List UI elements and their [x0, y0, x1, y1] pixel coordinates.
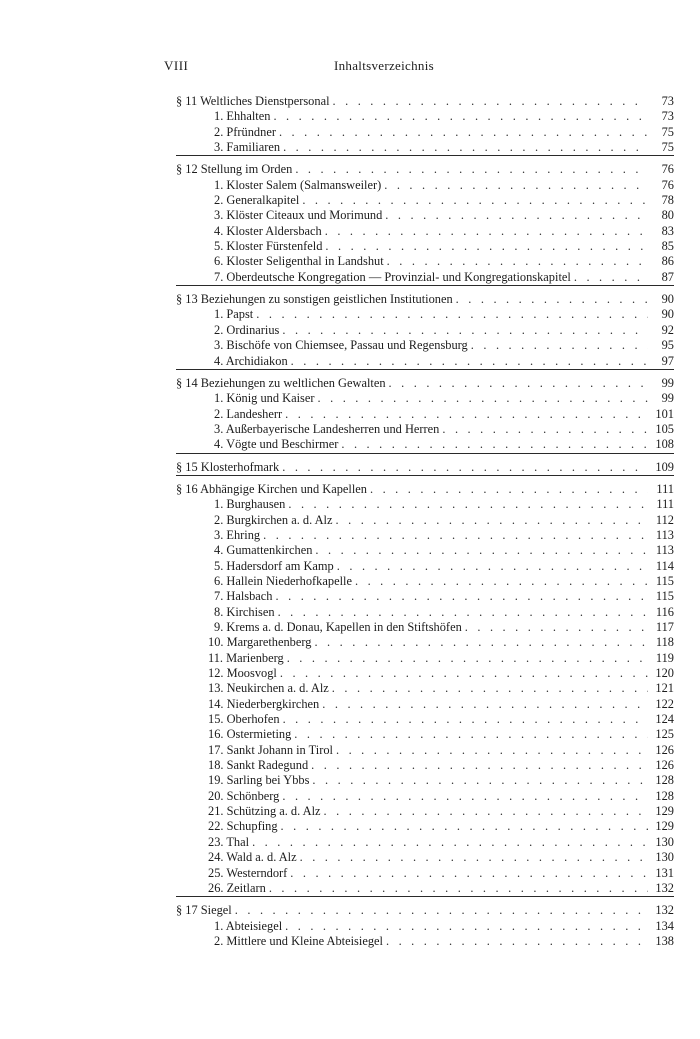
dot-leader: [322, 697, 648, 712]
entry-page-number: 121: [655, 681, 674, 696]
dot-leader: [290, 866, 648, 881]
toc-entry: [176, 727, 674, 742]
entry-page-number: 129: [655, 804, 674, 819]
toc-entry: [176, 574, 674, 589]
entry-title: 6. Kloster Seligenthal in Landshut: [214, 254, 384, 269]
entry-title: 3. Ehring: [214, 527, 261, 542]
toc-section-heading: [176, 460, 674, 475]
toc-entry: [176, 178, 674, 193]
entry-title: 8. Kirchisen: [214, 604, 275, 619]
toc-entry: [176, 559, 674, 574]
entry-page-number: 105: [655, 421, 674, 436]
page-number: VIII: [164, 58, 189, 73]
toc-entry: [176, 758, 674, 773]
entry-title: 1. Burghausen: [214, 497, 286, 512]
toc-section: [176, 155, 674, 285]
toc-entry: [176, 681, 674, 696]
entry-page-number: 75: [661, 124, 674, 139]
toc-section-heading: [176, 292, 674, 307]
entry-page-number: 132: [655, 880, 674, 895]
dot-leader: [315, 543, 648, 558]
toc-entry: [176, 589, 674, 604]
entry-title: § 11 Weltliches Dienstpersonal: [176, 94, 330, 108]
dot-leader: [283, 712, 648, 727]
entry-title: 5. Hadersdorf am Kamp: [214, 558, 334, 573]
dot-leader: [385, 208, 648, 223]
dot-leader: [287, 651, 648, 666]
entry-title: § 12 Stellung im Orden: [176, 162, 293, 177]
entry-page-number: 99: [661, 391, 674, 406]
dot-leader: [300, 850, 648, 865]
dot-leader: [324, 804, 648, 819]
entry-page-number: 115: [655, 573, 674, 588]
page-header: [0, 58, 700, 74]
toc-entry: [176, 934, 674, 949]
entry-title: 1. Kloster Salem (Salmansweiler): [214, 177, 382, 192]
entry-page-number: 138: [655, 933, 674, 948]
entry-page-number: 76: [661, 177, 674, 192]
entry-page-number: 128: [655, 788, 674, 803]
entry-page-number: 128: [655, 773, 674, 788]
toc-section-heading: [176, 94, 674, 109]
entry-title: 13. Neukirchen a. d. Alz: [208, 681, 329, 696]
toc-entry: [176, 140, 674, 155]
toc-entry: [176, 254, 674, 269]
entry-title: 6. Hallein Niederhofkapelle: [214, 573, 352, 588]
entry-title: § 15 Klosterhofmark: [176, 459, 280, 474]
entry-page-number: 124: [655, 712, 674, 727]
entry-page-number: 76: [661, 162, 674, 177]
dot-leader: [302, 193, 648, 208]
dot-leader: [387, 254, 648, 269]
entry-title: 2. Generalkapitel: [214, 193, 300, 208]
dot-leader: [276, 589, 649, 604]
toc-entry: [176, 651, 674, 666]
entry-title: 9. Krems a. d. Donau, Kapellen in den Stiftshöfen: [214, 620, 462, 634]
dot-leader: [256, 307, 648, 322]
entry-title: 16. Ostermieting: [208, 727, 292, 742]
entry-page-number: 97: [661, 353, 674, 368]
toc-section: [176, 453, 674, 475]
dot-leader: [312, 773, 648, 788]
dot-leader: [282, 460, 648, 475]
entry-page-number: 73: [661, 94, 674, 108]
entry-title: 2. Pfründner: [214, 124, 276, 139]
toc-entry: [176, 866, 674, 881]
toc-entry: [176, 323, 674, 338]
entry-page-number: 108: [655, 437, 674, 452]
entry-page-number: 111: [656, 481, 674, 496]
running-title: Inhaltsverzeichnis: [334, 58, 434, 73]
toc-entry: [176, 422, 674, 437]
dot-leader: [269, 881, 648, 896]
dot-leader: [314, 635, 648, 650]
dot-leader: [574, 270, 648, 285]
entry-title: 22. Schupfing: [208, 819, 278, 834]
toc-entry: [176, 208, 674, 223]
dot-leader: [332, 681, 648, 696]
entry-page-number: 130: [655, 850, 674, 865]
entry-page-number: 126: [655, 742, 674, 757]
toc-entry: [176, 497, 674, 512]
entry-title: 4. Vögte und Beschirmer: [214, 437, 339, 452]
entry-page-number: 86: [661, 254, 674, 269]
dot-leader: [471, 338, 648, 353]
entry-page-number: 115: [655, 589, 674, 604]
dot-leader: [333, 94, 648, 109]
dot-leader: [279, 125, 648, 140]
entry-page-number: 120: [655, 666, 674, 681]
entry-title: 7. Halsbach: [214, 589, 273, 604]
toc-entry: [176, 804, 674, 819]
entry-page-number: 78: [661, 193, 674, 208]
toc-entry: [176, 437, 674, 452]
toc-entry: [176, 528, 674, 543]
toc-section-heading: [176, 482, 674, 497]
entry-page-number: 114: [655, 558, 674, 573]
toc-entry: [176, 109, 674, 124]
toc-entry: [176, 125, 674, 140]
entry-page-number: 101: [655, 406, 674, 421]
entry-title: § 16 Abhängige Kirchen und Kapellen: [176, 481, 367, 496]
entry-title: 3. Klöster Citeaux und Morimund: [214, 208, 383, 223]
dot-leader: [283, 140, 648, 155]
dot-leader: [336, 513, 649, 528]
entry-title: 20. Schönberg: [208, 788, 280, 803]
entry-title: 25. Westerndorf: [208, 865, 288, 880]
table-of-contents: [176, 94, 674, 949]
entry-title: 18. Sankt Radegund: [208, 758, 309, 773]
dot-leader: [282, 323, 648, 338]
entry-title: 1. Ehhalten: [214, 109, 271, 124]
dot-leader: [355, 574, 648, 589]
entry-title: 21. Schützing a. d. Alz: [208, 804, 321, 819]
entry-page-number: 85: [661, 239, 674, 254]
toc-section-heading: [176, 162, 674, 177]
entry-page-number: 90: [661, 292, 674, 307]
entry-page-number: 73: [661, 109, 674, 124]
dot-leader: [325, 239, 648, 254]
entry-page-number: 95: [661, 338, 674, 353]
dot-leader: [281, 819, 648, 834]
entry-page-number: 113: [655, 543, 674, 558]
entry-page-number: 111: [656, 497, 674, 512]
toc-entry: [176, 743, 674, 758]
toc-entry: [176, 666, 674, 681]
dot-leader: [442, 422, 648, 437]
entry-title: 2. Burgkirchen a. d. Alz: [214, 512, 333, 527]
entry-title: 1. Abteisiegel: [214, 918, 283, 933]
dot-leader: [341, 437, 648, 452]
dot-leader: [273, 109, 648, 124]
toc-entry: [176, 819, 674, 834]
toc-section: [176, 896, 674, 949]
toc-section: [176, 285, 674, 369]
dot-leader: [285, 407, 648, 422]
dot-leader: [291, 354, 648, 369]
dot-leader: [456, 292, 648, 307]
dot-leader: [278, 605, 648, 620]
entry-title: 7. Oberdeutsche Kongregation — Provinzial- und Kongregationskapitel: [214, 269, 571, 284]
toc-entry: [176, 712, 674, 727]
entry-page-number: 134: [655, 918, 674, 933]
entry-title: 3. Familiaren: [214, 140, 281, 155]
entry-title: 2. Mittlere und Kleine Abteisiegel: [214, 933, 383, 948]
dot-leader: [282, 789, 648, 804]
entry-page-number: 92: [661, 322, 674, 337]
entry-page-number: 122: [655, 696, 674, 711]
toc-entry: [176, 773, 674, 788]
entry-title: 14. Niederbergkirchen: [208, 696, 320, 711]
dot-leader: [318, 391, 649, 406]
entry-page-number: 130: [655, 834, 674, 849]
entry-page-number: 119: [655, 650, 674, 665]
dot-leader: [370, 482, 648, 497]
entry-page-number: 90: [661, 307, 674, 322]
toc-entry: [176, 605, 674, 620]
dot-leader: [465, 620, 648, 635]
entry-title: 19. Sarling bei Ybbs: [208, 773, 310, 788]
toc-entry: [176, 881, 674, 896]
entry-page-number: 132: [655, 903, 674, 918]
entry-page-number: 87: [661, 269, 674, 284]
toc-entry: [176, 620, 674, 635]
toc-entry: [176, 513, 674, 528]
entry-page-number: 116: [655, 604, 674, 619]
dot-leader: [285, 919, 648, 934]
dot-leader: [325, 224, 648, 239]
entry-title: 24. Wald a. d. Alz: [208, 850, 297, 865]
entry-title: 4. Gumattenkirchen: [214, 543, 313, 558]
entry-title: 15. Oberhofen: [208, 712, 280, 727]
toc-entry: [176, 919, 674, 934]
entry-page-number: 131: [655, 865, 674, 880]
entry-title: 23. Thal: [208, 834, 250, 849]
entry-page-number: 112: [655, 512, 674, 527]
entry-page-number: 99: [661, 375, 674, 390]
entry-page-number: 113: [655, 527, 674, 542]
dot-leader: [235, 903, 648, 918]
toc-section: [176, 369, 674, 453]
entry-page-number: 83: [661, 223, 674, 238]
dot-leader: [311, 758, 648, 773]
entry-title: 2. Ordinarius: [214, 322, 280, 337]
toc-entry: [176, 789, 674, 804]
entry-title: 1. König und Kaiser: [214, 391, 315, 406]
dot-leader: [389, 376, 648, 391]
entry-title: 17. Sankt Johann in Tirol: [208, 742, 333, 757]
dot-leader: [384, 178, 648, 193]
entry-page-number: 126: [655, 758, 674, 773]
dot-leader: [386, 934, 648, 949]
entry-title: 2. Landesherr: [214, 406, 283, 421]
toc-entry: [176, 407, 674, 422]
entry-title: 4. Kloster Aldersbach: [214, 223, 322, 238]
toc-entry: [176, 697, 674, 712]
toc-entry: [176, 391, 674, 406]
toc-entry: [176, 338, 674, 353]
entry-title: 1. Papst: [214, 307, 254, 322]
entry-title: 4. Archidiakon: [214, 353, 288, 368]
toc-entry: [176, 635, 674, 650]
dot-leader: [252, 835, 648, 850]
toc-entry: [176, 270, 674, 285]
toc-entry: [176, 850, 674, 865]
dot-leader: [288, 497, 648, 512]
toc-entry: [176, 239, 674, 254]
dot-leader: [337, 559, 648, 574]
dot-leader: [294, 727, 648, 742]
dot-leader: [295, 162, 648, 177]
toc-entry: [176, 307, 674, 322]
entry-title: 3. Außerbayerische Landesherren und Herren: [214, 421, 440, 436]
toc-entry: [176, 193, 674, 208]
entry-page-number: 125: [655, 727, 674, 742]
toc-entry: [176, 543, 674, 558]
entry-title: § 13 Beziehungen zu sonstigen geistlichen Institutionen: [176, 292, 453, 307]
toc-entry: [176, 224, 674, 239]
entry-page-number: 129: [655, 819, 674, 834]
toc-section: [176, 475, 674, 896]
entry-page-number: 80: [661, 208, 674, 223]
toc-entry: [176, 354, 674, 369]
dot-leader: [280, 666, 648, 681]
entry-title: § 14 Beziehungen zu weltlichen Gewalten: [176, 375, 386, 390]
entry-title: 3. Bischöfe von Chiemsee, Passau und Regensburg: [214, 338, 468, 353]
toc-section-heading: [176, 376, 674, 391]
entry-title: 12. Moosvogl: [208, 666, 277, 681]
dot-leader: [263, 528, 648, 543]
entry-title: 11. Marienberg: [208, 650, 284, 665]
entry-page-number: 109: [655, 459, 674, 474]
toc-entry: [176, 835, 674, 850]
entry-title: 26. Zeitlarn: [208, 880, 266, 895]
entry-page-number: 75: [661, 140, 674, 155]
toc-section: [176, 94, 674, 155]
entry-title: 10. Margarethenberg: [208, 635, 312, 650]
entry-title: 5. Kloster Fürstenfeld: [214, 239, 323, 254]
entry-title: § 17 Siegel: [176, 903, 232, 918]
toc-section-heading: [176, 903, 674, 918]
entry-page-number: 118: [655, 635, 674, 650]
entry-page-number: 117: [655, 620, 674, 634]
dot-leader: [336, 743, 648, 758]
